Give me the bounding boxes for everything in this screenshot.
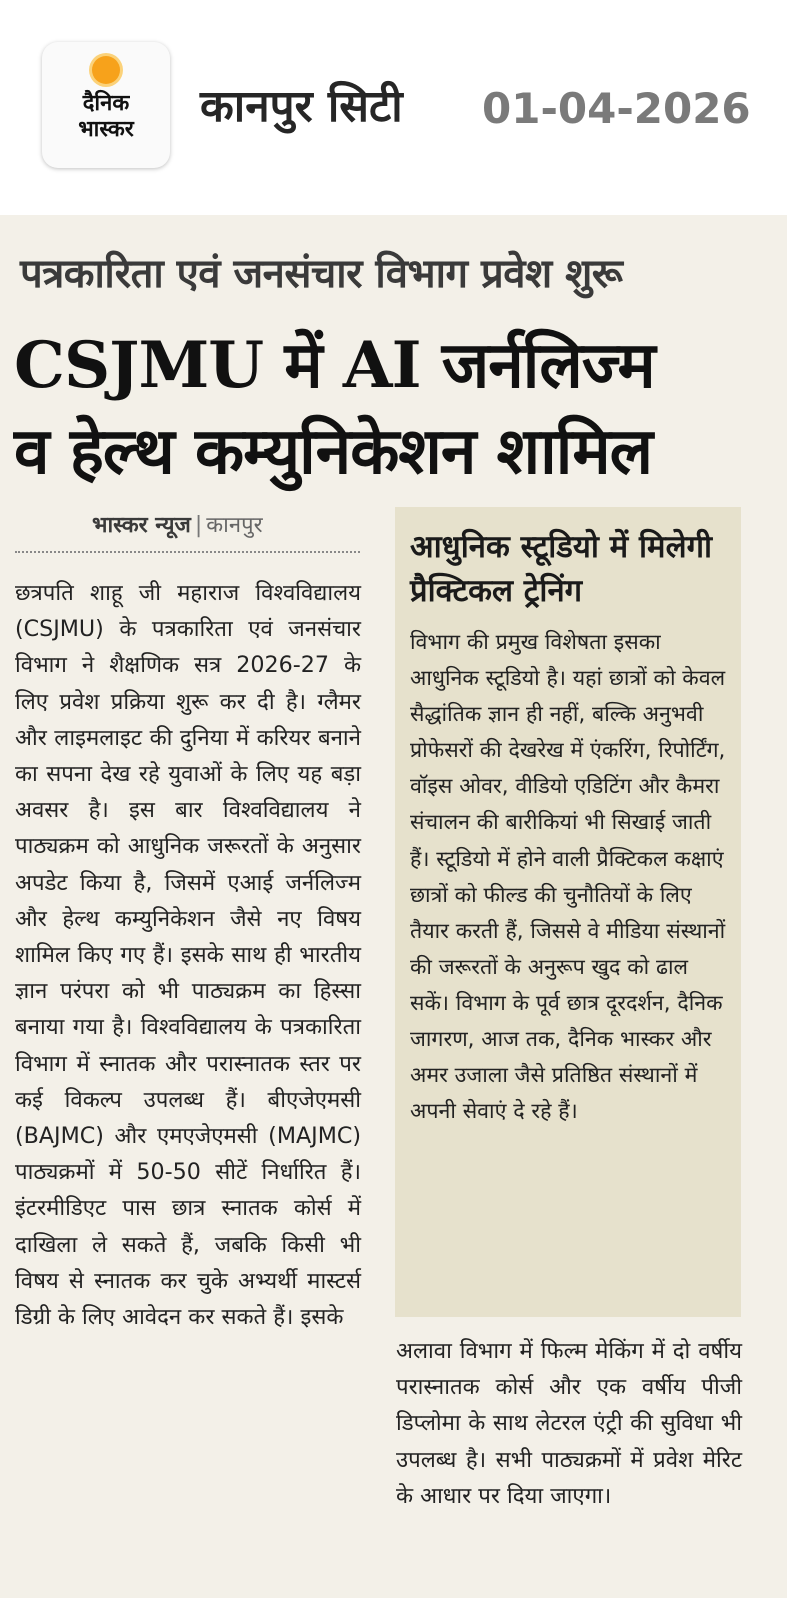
logo-line-2: भास्कर bbox=[78, 117, 134, 142]
article-body: छत्रपति शाहू जी महाराज विश्वविद्यालय (CSJMU) के पत्रकारिता एवं जनसंचार विभाग ने शैक्षणिक सत्र 2026-27 के लिए प्रवेश प्रक्रिया शुरू कर दी है। ग्लैमर और लाइमलाइट की दुनिया में करियर बनाने का सपना देख रहे युवाओं के लिए यह बड़ा अवसर है। इस बार विश्वविद्यालय ने पाठ्यक्रम को आधुनिक जरूरतों के अनुसार अपडेट किया है, जिसमें एआई जर्नलिज्म और हेल्थ कम्युनिकेशन जैसे नए विषय शामिल किए गए हैं। इसके साथ ही भारतीय ज्ञान परंपरा को भी पाठ्यक्रम का हिस्सा बनाया गया है। विश्वविद्यालय के पत्रकारिता विभाग में स्नातक और परास्नातक स्तर पर कई विकल्प उपलब्ध हैं। बीएजेएमसी (BAJMC) और एमएजेएमसी (MAJMC) पाठ्यक्रमों में 50-50 सीटें निर्धारित हैं। इंटरमीडिएट पास छात्र स्नातक कोर्स में दाखिला ले सकते हैं, जबकि किसी भी विषय से स्नातक कर चुके अभ्यर्थी मास्टर्स डिग्री के लिए आवेदन कर सकते हैं। इसके bbox=[15, 580, 361, 1331]
byline-place: कानपुर bbox=[206, 513, 263, 538]
byline-source: भास्कर न्यूज bbox=[92, 513, 191, 538]
dainik-bhaskar-logo[interactable] bbox=[42, 42, 170, 168]
article-body-column-1 bbox=[15, 575, 361, 1335]
article-kicker: पत्रकारिता एवं जनसंचार विभाग प्रवेश शुरू bbox=[20, 251, 623, 297]
byline-divider bbox=[15, 551, 360, 553]
logo-line-1: दैनिक bbox=[82, 91, 130, 116]
sun-icon bbox=[92, 56, 120, 84]
news-clipping bbox=[0, 215, 787, 1598]
box-title: आधुनिक स्टूडियो में मिलेगी प्रैक्टिकल ट्रेनिंग bbox=[410, 529, 713, 609]
sidebar-box bbox=[395, 507, 741, 1317]
box-text: विभाग की प्रमुख विशेषता इसका आधुनिक स्टूडियो है। यहां छात्रों को केवल सैद्धांतिक ज्ञान ही नहीं, बल्कि अनुभवी प्रोफेसरों की देखरेख में एंकरिंग, रिपोर्टिंग, वॉइस ओवर, वीडियो एडिटिंग और कैमरा संचालन की बारीकियां भी सिखाई जाती हैं। स्टूडियो में होने वाली प्रैक्टिकल कक्षाएं छात्रों को फील्ड की चुनौतियों के लिए तैयार करती हैं, जिससे वे मीडिया संस्थानों की जरूरतों के अनुरूप खुद को ढाल सकें। विभाग के पूर्व छात्र दूरदर्शन, दैनिक जागरण, आज तक, दैनिक भास्कर और अमर उजाला जैसे प्रतिष्ठित संस्थानों में अपनी सेवाएं दे रहे हैं। bbox=[410, 630, 726, 1125]
article-body-continued: अलावा विभाग में फिल्म मेकिंग में दो वर्षीय परास्नातक कोर्स और एक वर्षीय पीजी डिप्लोमा के साथ लेटरल एंट्री की सुविधा भी उपलब्ध है। सभी पाठ्यक्रमों में प्रवेश मेरिट के आधार पर दिया जाएगा। bbox=[396, 1338, 742, 1509]
headline-line-1: CSJMU में AI जर्नलिज्म bbox=[14, 328, 655, 403]
app-header bbox=[0, 0, 787, 210]
article-headline bbox=[14, 323, 774, 495]
edition-city: कानपुर सिटी bbox=[200, 81, 403, 132]
byline-separator: | bbox=[194, 513, 203, 538]
edition-date: 01-04-2026 bbox=[482, 84, 751, 133]
headline-line-2: व हेल्थ कम्युनिकेशन शामिल bbox=[14, 415, 653, 489]
byline bbox=[92, 509, 263, 539]
